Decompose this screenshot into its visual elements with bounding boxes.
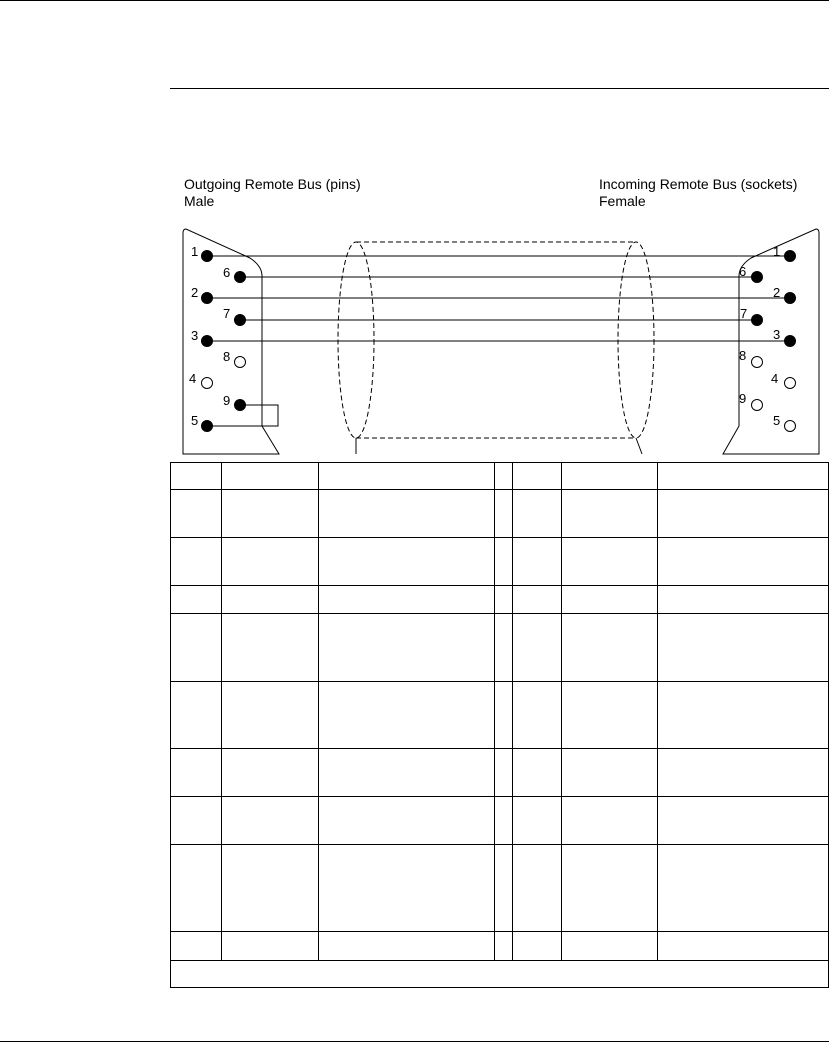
right-pin-9 (739, 391, 763, 411)
right-pin-label: 3 (773, 327, 781, 342)
left-pin-label: 9 (223, 393, 231, 408)
shield-left-ellipse (338, 242, 374, 438)
left-pin-label: 6 (223, 265, 231, 280)
right-pin-6 (739, 264, 763, 283)
shield-right-ellipse (618, 242, 654, 438)
right-pin-8 (739, 348, 763, 368)
left-pin-label: 3 (191, 328, 199, 343)
shield-drain-right (636, 438, 642, 454)
pinout-table (170, 462, 829, 988)
right-pin-label: 2 (773, 285, 781, 300)
wire-group (207, 256, 790, 341)
right-pin-label: 5 (773, 413, 781, 428)
cable-diagram (0, 0, 829, 470)
right-pin-2 (773, 285, 796, 304)
left-pin-2 (191, 285, 213, 304)
table-row (171, 490, 829, 538)
right-pin-5 (773, 413, 796, 432)
right-pin-4 (771, 371, 796, 389)
table-row (171, 614, 829, 682)
left-pin-1 (191, 244, 213, 262)
left-pin-label: 7 (223, 306, 231, 321)
left-pin-9 (223, 393, 246, 411)
right-header-gender: Female (599, 193, 646, 209)
left-pins (189, 244, 246, 432)
table-row (171, 845, 829, 932)
left-pin-label: 8 (223, 349, 231, 364)
table-row (171, 932, 829, 961)
right-pin-1 (773, 244, 796, 262)
right-pin-label: 8 (739, 348, 747, 363)
left-header-gender: Male (184, 193, 215, 209)
right-header-title: Incoming Remote Bus (sockets) (599, 176, 798, 192)
right-pin-label: 4 (771, 371, 779, 386)
table-row (171, 749, 829, 797)
right-pins (739, 244, 796, 432)
left-header-title: Outgoing Remote Bus (pins) (184, 176, 361, 192)
left-pin-label: 1 (191, 244, 199, 259)
right-pin-label: 9 (739, 391, 747, 406)
left-pin-label: 4 (189, 371, 197, 386)
left-pin-label: 5 (191, 413, 199, 428)
left-pin-4 (189, 371, 213, 389)
left-pin-label: 2 (191, 285, 199, 300)
left-pin-8 (223, 349, 246, 368)
left-pin-5 (191, 413, 213, 432)
table-row (171, 682, 829, 749)
left-pin-6 (223, 265, 246, 283)
left-pin-7 (223, 306, 246, 326)
table-footer-row (171, 961, 829, 988)
right-pin-3 (773, 327, 796, 347)
right-pin-label: 7 (740, 306, 748, 321)
left-pin-3 (191, 328, 213, 347)
table-row (171, 586, 829, 614)
right-pin-7 (740, 306, 763, 326)
right-pin-label: 1 (773, 244, 781, 259)
page-bottom-rule (0, 1041, 829, 1042)
table-row (171, 797, 829, 845)
table-row (171, 463, 829, 490)
right-pin-label: 6 (739, 264, 747, 279)
table-row (171, 538, 829, 586)
cable-shield (338, 242, 654, 438)
